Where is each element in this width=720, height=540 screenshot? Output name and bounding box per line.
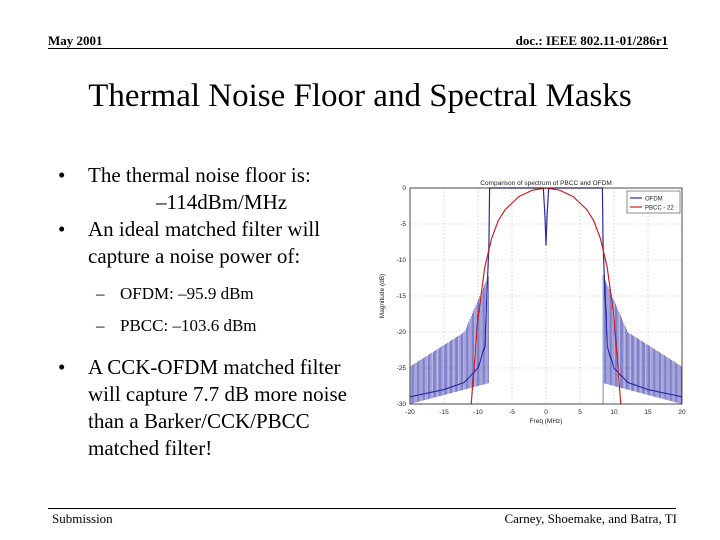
sub-bullet-text: PBCC: –103.6 dBm (120, 316, 257, 335)
bullet-text: matched filter! (88, 436, 213, 460)
x-tick-label: -15 (439, 409, 449, 416)
y-axis-label: Magnitude (dB) (379, 273, 386, 319)
sub-bullet-text: OFDM: –95.9 dBm (120, 284, 254, 303)
x-axis-label: Freq (MHz) (529, 418, 563, 425)
dash-icon: – (96, 284, 105, 303)
bullet-text: The thermal noise floor is: (88, 163, 311, 187)
header-rule (48, 48, 668, 49)
y-tick-label: 0 (402, 185, 406, 192)
x-tick-label: -10 (473, 409, 483, 416)
sub-bullet-ofdm (58, 278, 398, 310)
spectrum-chart (372, 176, 692, 426)
y-tick-label: -20 (396, 329, 406, 336)
footer-right: Carney, Shoemake, and Batra, TI (504, 511, 677, 526)
bullet-text: than a Barker/CCK/PBCC (88, 409, 310, 433)
x-tick-label: 10 (610, 409, 618, 416)
bullet-icon: • (58, 355, 66, 379)
x-tick-label: 15 (644, 409, 652, 416)
footer-rule (48, 508, 676, 509)
y-tick-label: -30 (396, 401, 406, 408)
slide-title: Thermal Noise Floor and Spectral Masks (88, 78, 632, 114)
x-tick-label: 20 (678, 409, 686, 416)
dash-icon: – (96, 316, 105, 335)
header-date: May 2001 (48, 33, 103, 48)
bullet-text: A CCK-OFDM matched filter (88, 355, 341, 379)
sub-bullet-pbcc (58, 310, 398, 342)
bullet-text: capture a noise power of: (88, 244, 301, 268)
bullet-matched-filter (58, 216, 398, 270)
footer-left: Submission (52, 511, 113, 526)
y-tick-label: -15 (396, 293, 406, 300)
bullet-noise-floor (58, 162, 398, 216)
bullet-cck-ofdm (58, 354, 398, 462)
bullet-icon: • (58, 163, 66, 187)
header-doc-id: doc.: IEEE 802.11-01/286r1 (515, 33, 668, 48)
bullet-value: –114dBm/MHz (156, 190, 288, 214)
x-tick-label: -5 (509, 409, 515, 416)
y-tick-label: -10 (396, 257, 406, 264)
y-tick-label: -25 (396, 365, 406, 372)
y-tick-label: -5 (400, 221, 406, 228)
x-tick-label: 5 (578, 409, 582, 416)
bullet-text: An ideal matched filter will (88, 217, 321, 241)
bullet-text: will capture 7.7 dB more noise (88, 382, 347, 406)
legend-label: OFDM (645, 196, 663, 203)
x-tick-label: 0 (544, 409, 548, 416)
x-tick-label: -20 (405, 409, 415, 416)
bullet-list (58, 162, 398, 462)
bullet-icon: • (58, 217, 66, 241)
chart-title: Comparison of spectrum of PBCC and OFDM (480, 180, 612, 187)
legend-label: PBCC - 22 (645, 205, 674, 212)
